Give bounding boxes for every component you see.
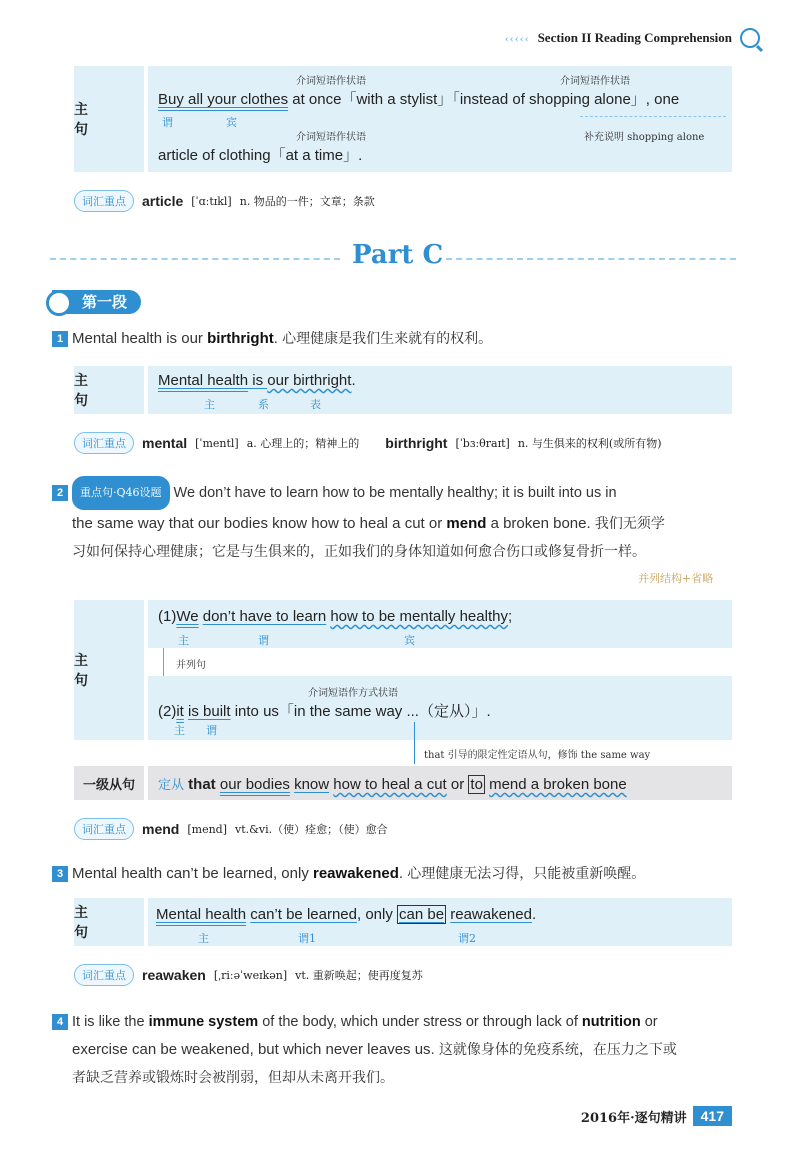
vocab-phonetic: [mend] [187, 822, 227, 836]
role-predicate: 谓 [162, 116, 173, 129]
box2-sentence: Mental health is our birthright. [158, 372, 356, 389]
clause-arrow [414, 722, 415, 764]
section-label: 第一段 [52, 290, 141, 314]
role-predicate-2: 谓2 [458, 932, 476, 945]
footer-text: 2016年·逐句精讲 [580, 1110, 687, 1126]
role-linking-verb: 系 [258, 398, 269, 411]
part-title: Part C [352, 240, 444, 270]
vocab-definition-2: n. 与生俱来的权利(或所有物) [517, 437, 662, 450]
vocab-definition: n. 物品的一件；文章；条款 [239, 195, 375, 208]
vocab-mend [74, 818, 388, 840]
vocab-definition: a. 心理上的；精神上的 [246, 437, 360, 450]
vocab-tag: 词汇重点 [74, 432, 134, 454]
search-magnifier-icon [740, 28, 760, 48]
vocab-mental-birthright [74, 432, 662, 454]
vocab-word: mend [142, 821, 180, 837]
sentence-number: 1 [52, 331, 68, 347]
vocab-article [74, 190, 375, 212]
box1-line1: Buy all your clothes at once「with a stylist」「instead of shopping alone」, one [158, 91, 680, 108]
vocab-tag: 词汇重点 [74, 190, 134, 212]
role-subject: 主 [174, 724, 185, 737]
box3-clause1 [148, 600, 732, 648]
box1-line2: article of clothing「at a time」. [158, 147, 363, 164]
s2-line1: We don’t have to learn how to be mentally healthy; it is built into us in [173, 485, 617, 501]
vocab-phonetic: [ˌriːəˈweɪkən] [213, 968, 288, 982]
sentence-4: 4 It is like the immune system of the body, which under stress or through lack of nutrition or exercise can be weakened, but which never leaves us. 这就像身体的免疫系统，在压力之下或 者缺乏营养或锻炼时会被削弱，但却从未离开我们。 [52, 1008, 752, 1092]
vocab-definition: vt. 重新唤起；使再度复苏 [295, 969, 423, 982]
role-predicate: 谓 [206, 724, 217, 737]
coordination-line [163, 648, 164, 678]
vocab-definition: vt.&vi.（使）痊愈；（使）愈合 [235, 823, 388, 836]
role-object: 宾 [226, 116, 237, 129]
key-sentence-tag: 重点句·Q46设题 [72, 476, 170, 510]
box3-c1-text: (1)We don’t have to learn how to be mentally healthy; [158, 608, 513, 625]
box3-clause2 [148, 676, 732, 740]
divider-left [50, 258, 340, 260]
role-predicate: 谓 [258, 634, 269, 647]
coordination-label: 并列句 [176, 660, 206, 671]
sub-clause-box [148, 766, 732, 800]
box4-sentence: Mental health can’t be learned, only can be reawakened. [156, 906, 537, 923]
box2-analysis [148, 366, 732, 414]
page-footer [581, 1106, 732, 1126]
sub-clause-label: 一级从句 [74, 766, 144, 800]
arrows-icon: ‹‹‹‹‹ [504, 30, 530, 45]
sentence-1: 1 Mental health is our birthright. 心理健康是我们生来就有的权利。 [52, 325, 492, 353]
sentence-number: 3 [52, 866, 68, 882]
divider-right [446, 258, 736, 260]
box3-note-right: that 引导的限定性定语从句，修饰 the same way [424, 750, 651, 761]
box1-analysis [148, 66, 732, 172]
vocab-tag: 词汇重点 [74, 818, 134, 840]
sub-clause-text: 定从 that our bodies know how to heal a cut or to mend a broken bone [158, 776, 627, 793]
box4-label: 主 句 [74, 898, 144, 946]
vocab-word: article [142, 193, 184, 209]
role-subject: 主 [178, 634, 189, 647]
box1-note-right: 补充说明 shopping alone [584, 132, 705, 143]
page-number: 417 [693, 1106, 732, 1126]
vocab-phonetic: [ˈmentl] [195, 436, 239, 450]
s2-zh2: 习如何保持心理健康；它是与生俱来的，正如我们的身体知道如何愈合伤口或修复骨折一样。 [72, 544, 646, 560]
role-predicate-1: 谓1 [298, 932, 316, 945]
role-subject: 主 [204, 398, 215, 411]
note-bracket [580, 116, 726, 117]
box1-note-mid: 介词短语作状语 [296, 132, 366, 143]
structure-note: 并列结构+省略 [638, 572, 714, 585]
box3-c2-text: (2)it is built into us「in the same way ...（定从）」. [158, 703, 491, 720]
sentence-3: 3 Mental health can’t be learned, only reawakened. 心理健康无法习得，只能被重新唤醒。 [52, 860, 645, 888]
section-magnifier-icon [46, 290, 72, 316]
box1-note-top1: 介词短语作状语 [296, 76, 366, 87]
header-title: Section II Reading Comprehension [537, 30, 732, 45]
box3-note-top: 介词短语作方式状语 [308, 688, 398, 699]
box1-note-top2: 介词短语作状语 [560, 76, 630, 87]
vocab-word: mental [142, 435, 188, 451]
vocab-tag: 词汇重点 [74, 964, 134, 986]
s4-zh2: 者缺乏营养或锻炼时会被削弱，但却从未离开我们。 [72, 1070, 394, 1086]
sentence-2: 2 重点句·Q46设题 We don’t have to learn how to be mentally healthy; it is built into us in the same way that our bodies know how to heal a cut or mend a broken bone. 我们无须学 习如何保持心理健康；它是与生俱来的，正如我们的身体知道如何愈合伤口或修复骨折一样。 [52, 476, 742, 566]
box1-label: 主 句 [74, 66, 144, 172]
sentence-number: 4 [52, 1014, 68, 1030]
box4-analysis [148, 898, 732, 946]
box2-label: 主 句 [74, 366, 144, 414]
vocab-reawaken [74, 964, 423, 986]
vocab-word-2: birthright [385, 435, 448, 451]
role-predicative: 表 [310, 398, 321, 411]
sentence-number: 2 [52, 485, 68, 501]
vocab-phonetic: [ˈɑːtɪkl] [191, 194, 232, 208]
running-header [505, 28, 760, 48]
vocab-word: reawaken [142, 967, 206, 983]
role-subject: 主 [198, 932, 209, 945]
section-heading [52, 291, 141, 312]
vocab-phonetic-2: [ˈbɜːθraɪt] [455, 436, 510, 450]
role-object: 宾 [404, 634, 415, 647]
box3-label: 主 句 [74, 600, 144, 740]
